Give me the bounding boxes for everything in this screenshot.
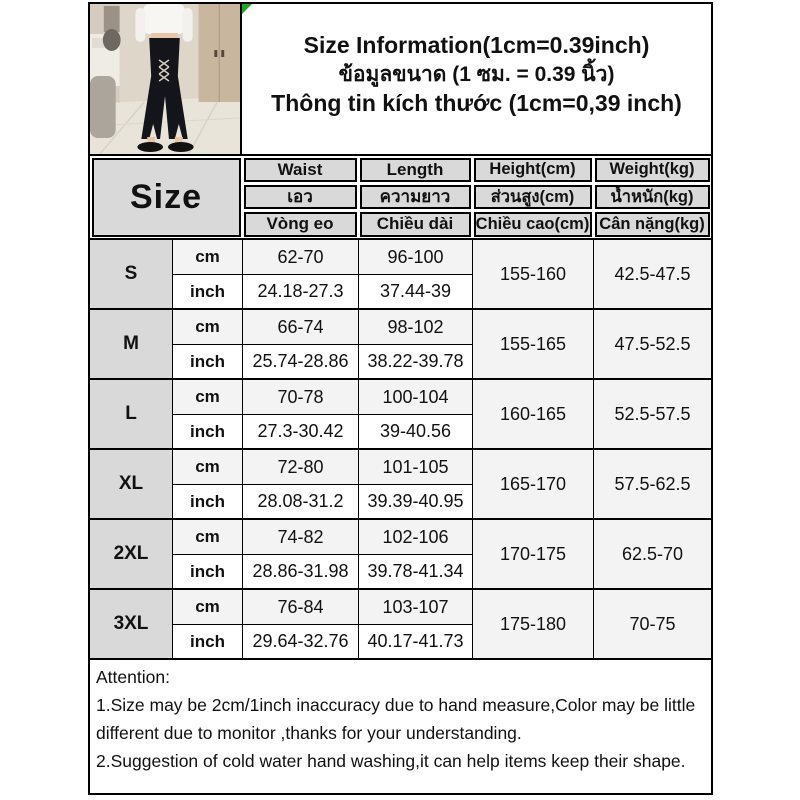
header-length-en: Length	[358, 156, 472, 183]
size-label: 2XL	[90, 520, 172, 588]
size-row-group-l	[88, 380, 713, 450]
height-value: 155-165	[472, 310, 593, 378]
size-row-group-m	[88, 310, 713, 380]
length-cm-value: 103-107	[358, 590, 472, 624]
length-inch-value: 39.39-40.95	[358, 484, 472, 518]
waist-cm-value: 74-82	[242, 520, 358, 554]
waist-inch-value: 29.64-32.76	[242, 624, 358, 658]
length-inch-value: 38.22-39.78	[358, 344, 472, 378]
waist-cm-value: 76-84	[242, 590, 358, 624]
size-label: 3XL	[90, 590, 172, 658]
unit-inch-label: inch	[172, 624, 242, 658]
length-cm-value: 100-104	[358, 380, 472, 414]
size-row-group-3xl	[88, 590, 713, 660]
waist-cm-value: 62-70	[242, 240, 358, 274]
table-header	[88, 156, 713, 240]
size-header-cell: Size	[90, 156, 242, 238]
unit-inch-label: inch	[172, 414, 242, 448]
attention-line: 1.Size may be 2cm/1inch inaccuracy due to hand measure,Color may be little	[96, 695, 696, 715]
unit-cm-label: cm	[172, 380, 242, 414]
weight-value: 70-75	[593, 590, 711, 658]
title-vietnamese: Thông tin kích thước (1cm=0,39 inch)	[271, 89, 682, 116]
waist-inch-value: 28.08-31.2	[242, 484, 358, 518]
table-body	[88, 240, 713, 660]
top-section	[88, 2, 713, 156]
unit-inch-label: inch	[172, 484, 242, 518]
attention-line: 2.Suggestion of cold water hand washing,it can help items keep their shape.	[96, 751, 686, 771]
size-label: XL	[90, 450, 172, 518]
size-chart-sheet	[88, 2, 713, 795]
length-cm-value: 96-100	[358, 240, 472, 274]
unit-cm-label: cm	[172, 240, 242, 274]
unit-inch-label: inch	[172, 274, 242, 308]
length-inch-value: 37.44-39	[358, 274, 472, 308]
length-inch-value: 40.17-41.73	[358, 624, 472, 658]
product-photo	[90, 4, 242, 154]
waist-inch-value: 25.74-28.86	[242, 344, 358, 378]
length-cm-value: 101-105	[358, 450, 472, 484]
header-height-en: Height(cm)	[472, 156, 593, 183]
title-thai: ข้อมูลขนาด (1 ซม. = 0.39 นิ้ว)	[338, 62, 615, 86]
header-length-vi: Chiều dài	[358, 210, 472, 238]
header-height-vi: Chiều cao(cm)	[472, 210, 593, 238]
length-cm-value: 98-102	[358, 310, 472, 344]
header-weight-en: Weight(kg)	[593, 156, 711, 183]
size-row-group-xl	[88, 450, 713, 520]
unit-cm-label: cm	[172, 590, 242, 624]
header-length-th: ความยาว	[358, 183, 472, 210]
header-height-th: ส่วนสูง(cm)	[472, 183, 593, 210]
title-english: Size Information(1cm=0.39inch)	[303, 31, 650, 58]
waist-cm-value: 70-78	[242, 380, 358, 414]
weight-value: 57.5-62.5	[593, 450, 711, 518]
size-label: S	[90, 240, 172, 308]
product-photo-image	[90, 4, 240, 154]
header-weight-th: น้ำหนัก(kg)	[593, 183, 711, 210]
waist-inch-value: 28.86-31.98	[242, 554, 358, 588]
size-label: L	[90, 380, 172, 448]
height-value: 170-175	[472, 520, 593, 588]
height-value: 155-160	[472, 240, 593, 308]
attention-note	[88, 660, 713, 795]
size-row-group-s	[88, 240, 713, 310]
unit-inch-label: inch	[172, 344, 242, 378]
title-block	[242, 4, 711, 154]
length-inch-value: 39.78-41.34	[358, 554, 472, 588]
size-row-group-2xl	[88, 520, 713, 590]
size-label: M	[90, 310, 172, 378]
height-value: 160-165	[472, 380, 593, 448]
header-weight-vi: Cân nặng(kg)	[593, 210, 711, 238]
unit-cm-label: cm	[172, 450, 242, 484]
weight-value: 52.5-57.5	[593, 380, 711, 448]
waist-inch-value: 24.18-27.3	[242, 274, 358, 308]
waist-cm-value: 72-80	[242, 450, 358, 484]
weight-value: 47.5-52.5	[593, 310, 711, 378]
length-inch-value: 39-40.56	[358, 414, 472, 448]
height-value: 175-180	[472, 590, 593, 658]
unit-cm-label: cm	[172, 310, 242, 344]
excel-corner-marker-icon	[242, 4, 252, 14]
weight-value: 62.5-70	[593, 520, 711, 588]
weight-value: 42.5-47.5	[593, 240, 711, 308]
height-value: 165-170	[472, 450, 593, 518]
attention-line: different due to monitor ,thanks for your understanding.	[96, 723, 522, 743]
waist-inch-value: 27.3-30.42	[242, 414, 358, 448]
length-cm-value: 102-106	[358, 520, 472, 554]
header-waist-en: Waist	[242, 156, 358, 183]
header-waist-th: เอว	[242, 183, 358, 210]
unit-inch-label: inch	[172, 554, 242, 588]
header-waist-vi: Vòng eo	[242, 210, 358, 238]
attention-heading: Attention:	[96, 667, 170, 687]
waist-cm-value: 66-74	[242, 310, 358, 344]
unit-cm-label: cm	[172, 520, 242, 554]
